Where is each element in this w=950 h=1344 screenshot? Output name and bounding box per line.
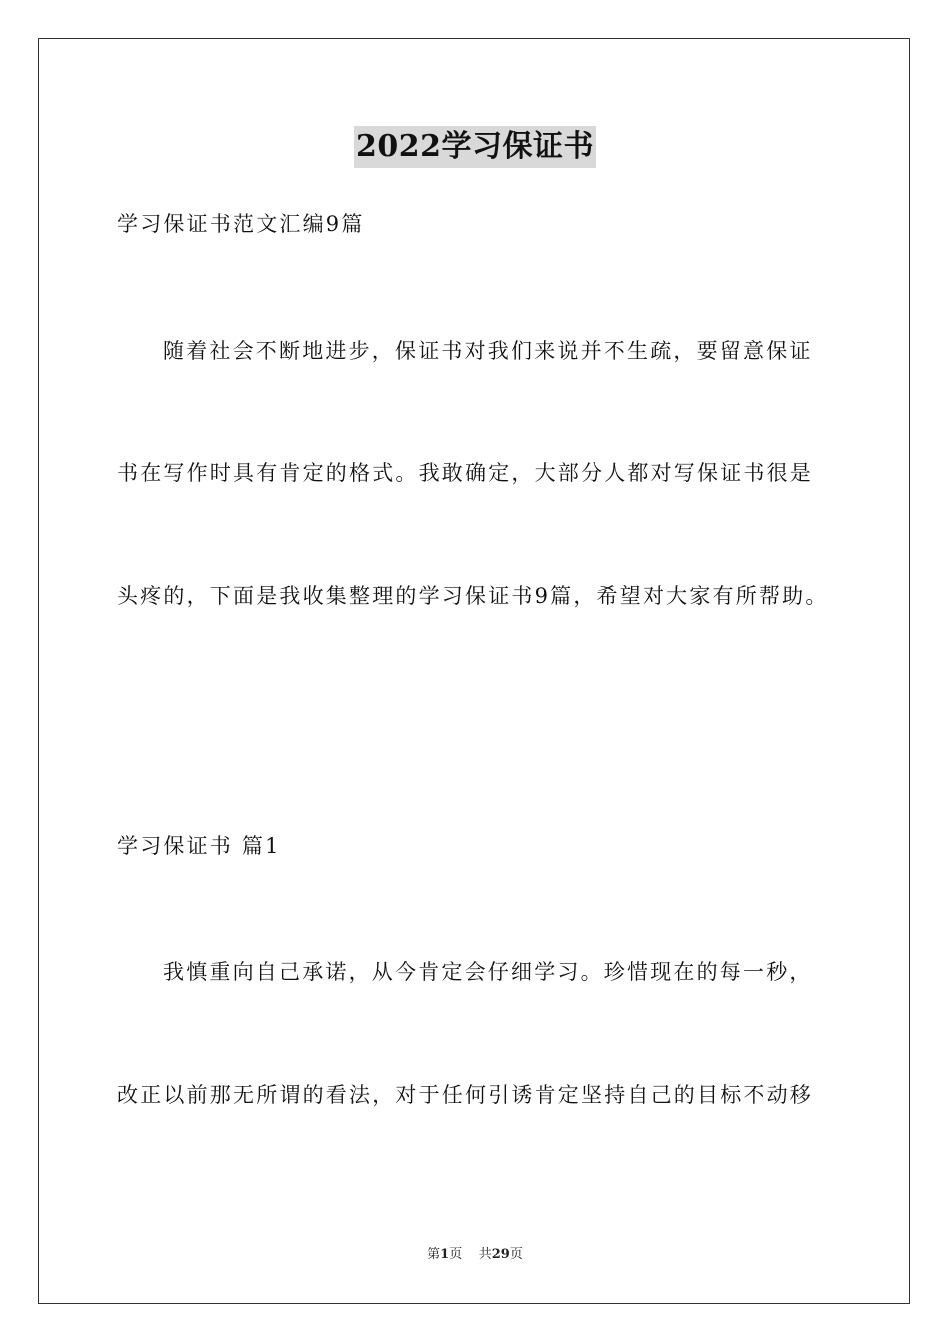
intro-line-2: 书在写作时具有肯定的格式。我敢确定，大部分人都对写保证书很是 [117, 461, 813, 485]
intro-line-1: 随着社会不断地进步，保证书对我们来说并不生疏，要留意保证 [163, 339, 813, 363]
page-footer [0, 1246, 950, 1264]
footer-total-prefix: 共 [478, 1247, 492, 1262]
section-heading: 学习保证书 篇1 [117, 834, 281, 858]
intro-line-3: 头疼的，下面是我收集整理的学习保证书9篇，希望对大家有所帮助。 [117, 584, 829, 608]
document-subtitle: 学习保证书范文汇编9篇 [117, 212, 365, 236]
section-line-2: 改正以前那无所谓的看法，对于任何引诱肯定坚持自己的目标不动移 [117, 1083, 813, 1107]
section-line-1: 我慎重向自己承诺，从今肯定会仔细学习。珍惜现在的每一秒， [163, 960, 813, 984]
footer-total-suffix: 页 [509, 1247, 523, 1262]
title-container [0, 126, 950, 168]
footer-page-number: 1 [440, 1247, 450, 1262]
document-title: 2022学习保证书 [354, 126, 596, 168]
footer-page-prefix: 第 [427, 1247, 441, 1262]
footer-page-suffix: 页 [449, 1247, 463, 1262]
footer-total-pages: 29 [491, 1247, 510, 1262]
